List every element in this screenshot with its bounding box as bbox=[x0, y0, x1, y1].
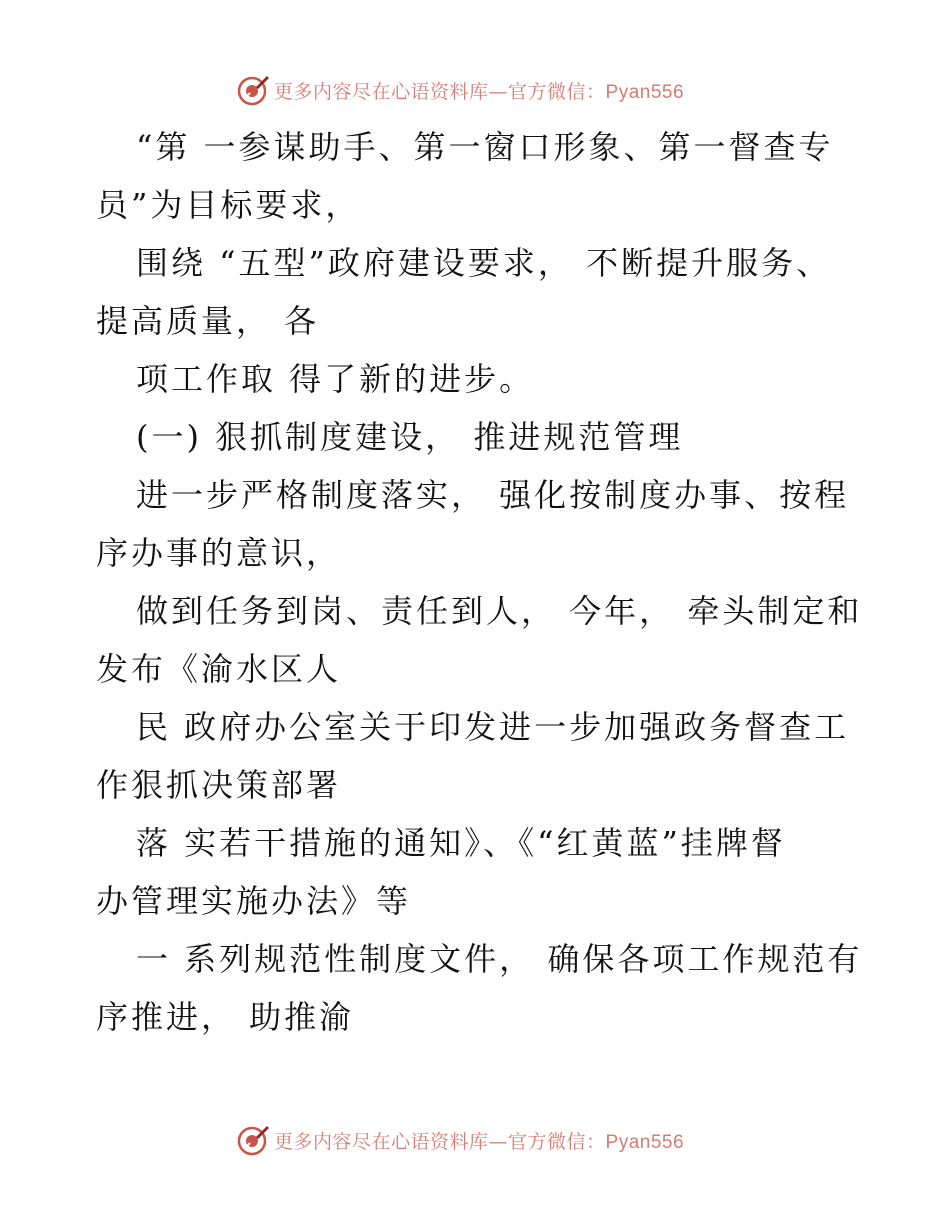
text-line: 围绕 “五型”政府建设要求， 不断提升服务、 bbox=[136, 244, 832, 282]
text-line: 一 系列规范性制度文件， 确保各项工作规范有 bbox=[136, 940, 863, 978]
text-line: 序办事的意识， bbox=[96, 534, 342, 572]
text-line: 项工作取 得了新的进步。 bbox=[136, 360, 535, 398]
pen-logo-icon bbox=[236, 1123, 270, 1157]
pen-logo-icon bbox=[236, 73, 270, 107]
text-line: 做到任务到岗、责任到人， 今年， 牵头制定和 bbox=[136, 592, 863, 630]
text-line: 作狠抓决策部署 bbox=[96, 766, 342, 804]
header-watermark bbox=[0, 70, 950, 110]
watermark-text: 更多内容尽在心语资料库—官方微信：Pyan556 bbox=[274, 80, 685, 103]
text-line: 办管理实施办法》等 bbox=[96, 882, 412, 920]
text-line: 发布《渝水区人 bbox=[96, 650, 342, 688]
text-line: 落 实若干措施的通知》、《“红黄蓝”挂牌督 bbox=[136, 824, 786, 862]
text-line: 进一步严格制度落实， 强化按制度办事、按程 bbox=[136, 476, 850, 514]
section-heading: (一) 狠抓制度建设， 推进规范管理 bbox=[136, 418, 684, 456]
document-body bbox=[96, 118, 863, 1046]
text-line: 序推进， 助推渝 bbox=[96, 998, 355, 1036]
text-line: 员”为目标要求， bbox=[96, 186, 361, 224]
footer-watermark bbox=[0, 1120, 950, 1160]
watermark-text: 更多内容尽在心语资料库—官方微信：Pyan556 bbox=[274, 1130, 685, 1153]
text-line: “第 一参谋助手、第一窗口形象、第一督查专 bbox=[136, 128, 834, 166]
text-line: 提高质量， 各 bbox=[96, 302, 320, 340]
text-line: 民 政府办公室关于印发进一步加强政务督查工 bbox=[136, 708, 850, 746]
